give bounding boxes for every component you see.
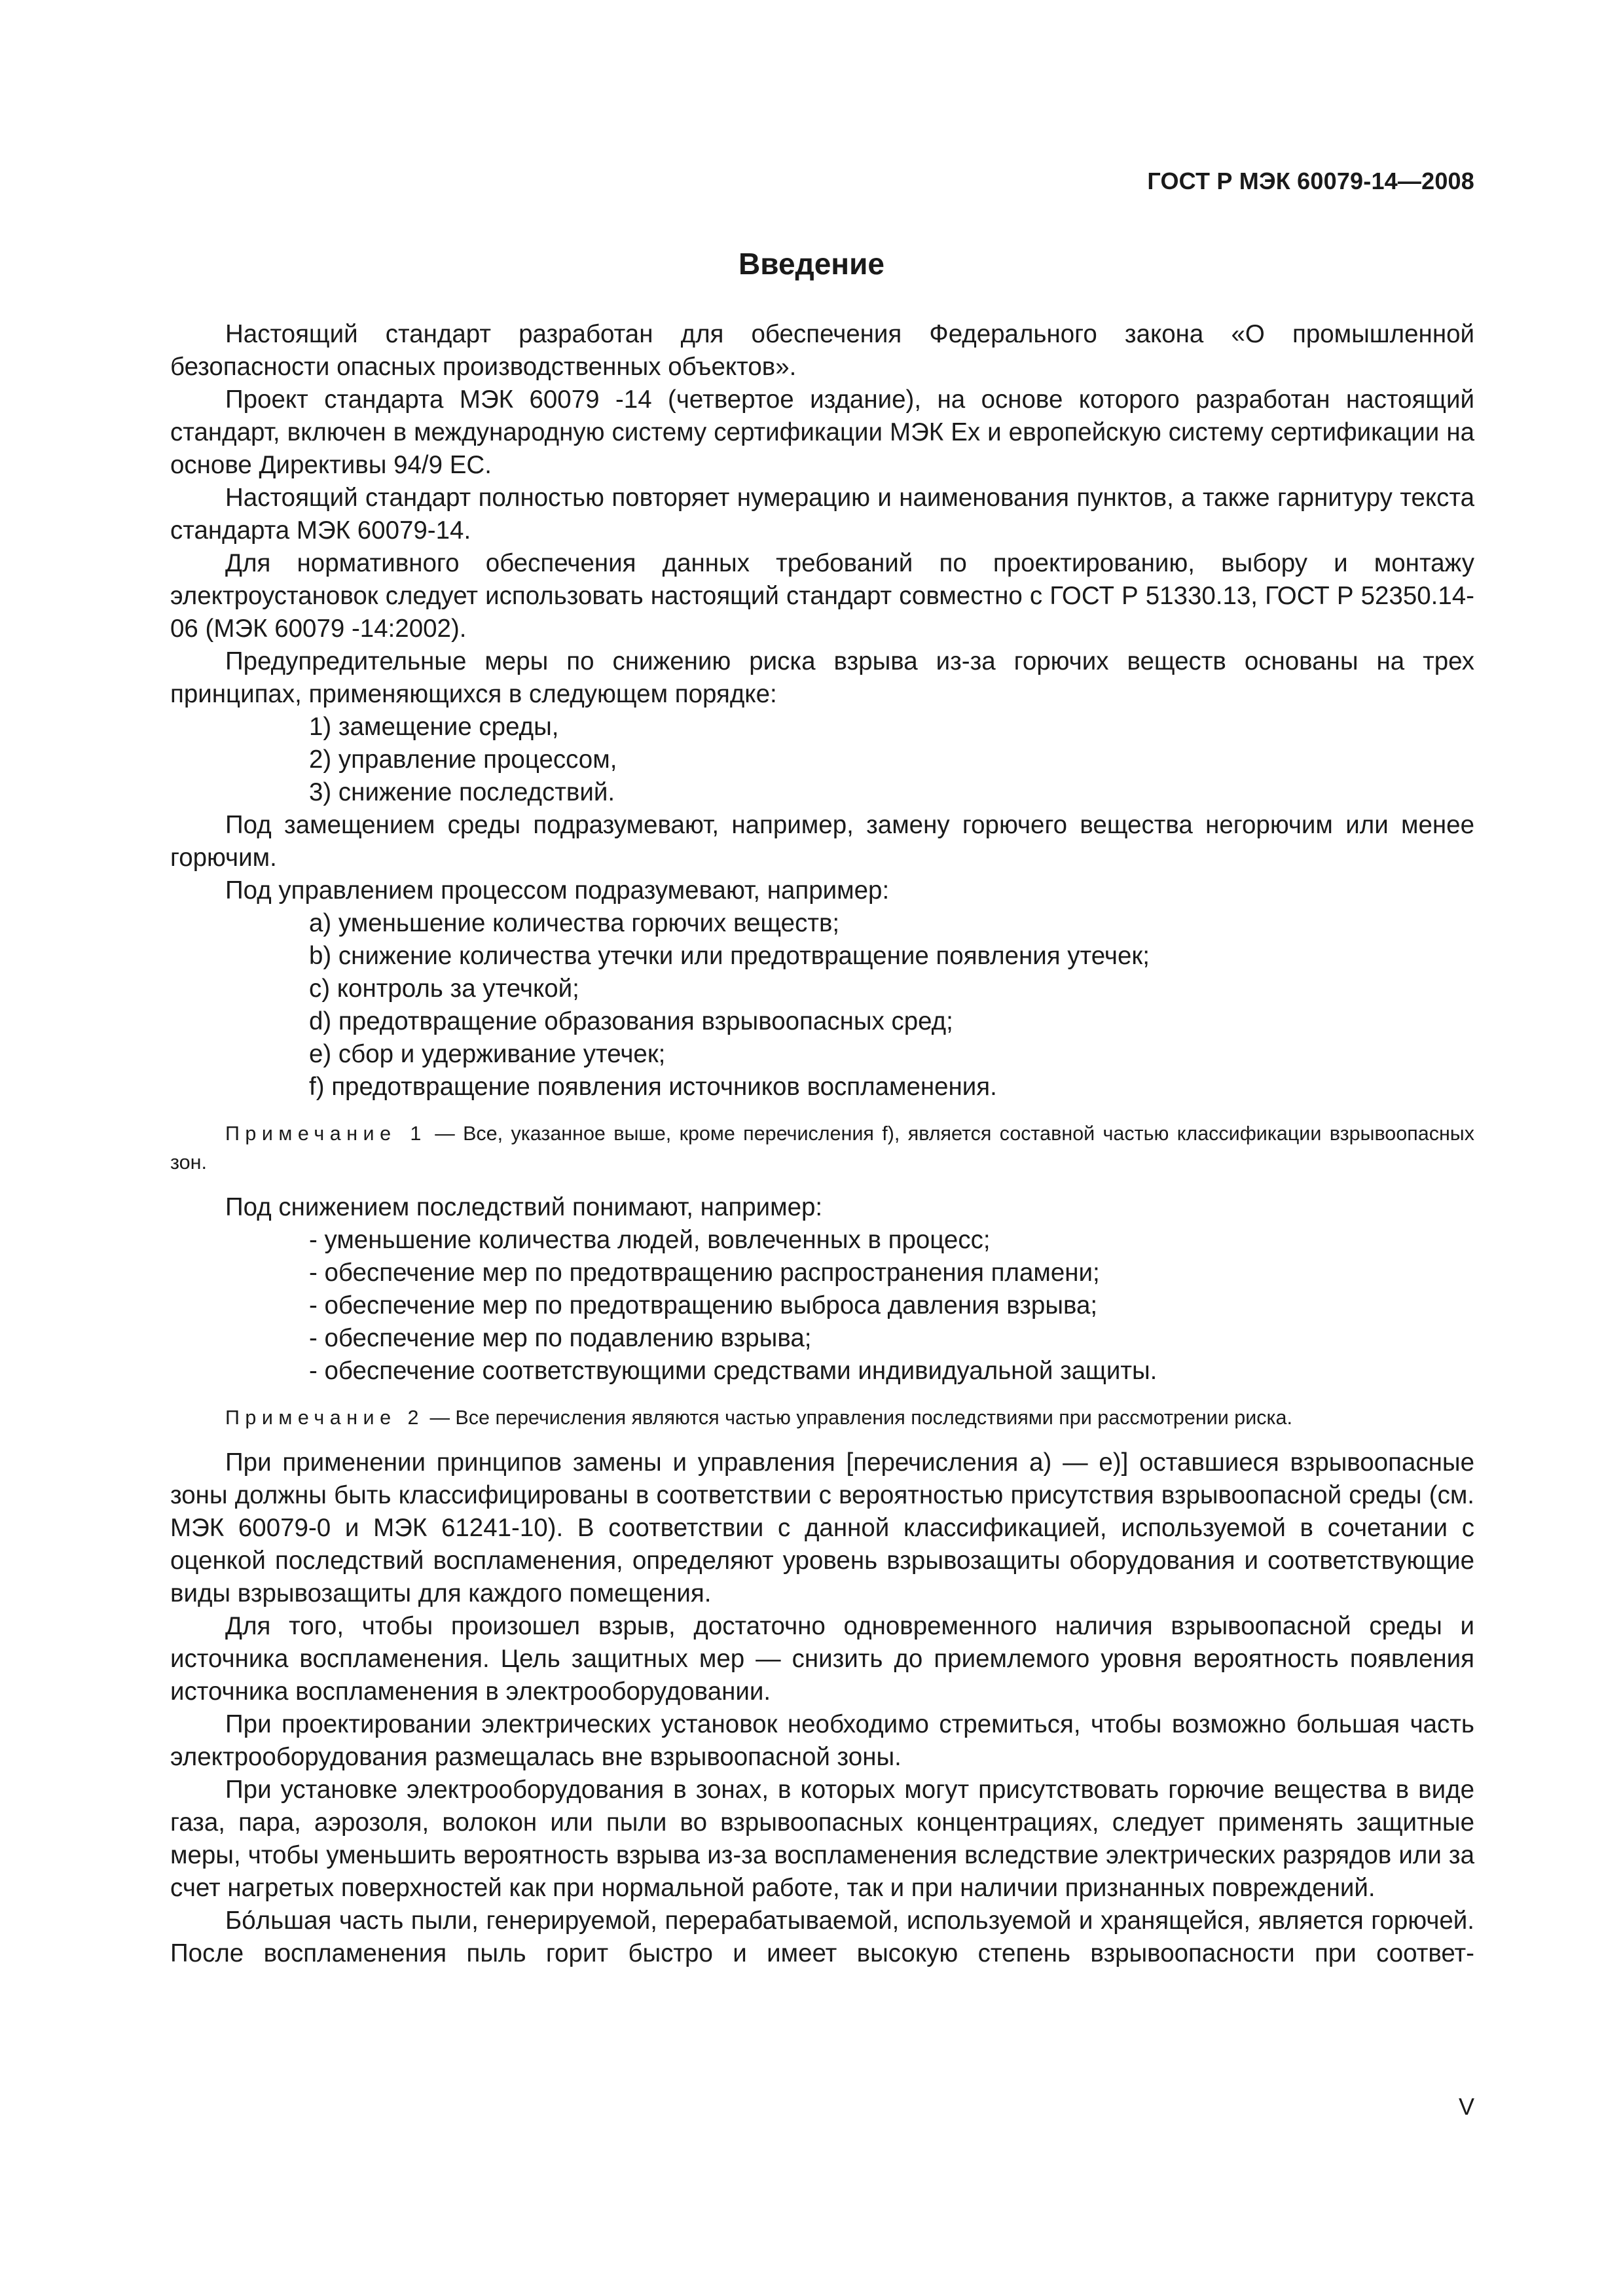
list-item: - обеспечение мер по предотвращению распространения пламени;: [309, 1259, 1100, 1287]
list-item: - уменьшение количества людей, вовлеченных в процесс;: [309, 1226, 991, 1254]
note-1: [170, 1119, 1474, 1177]
list-item: 2) управление процессом,: [309, 745, 617, 774]
process-control-list: [170, 907, 1474, 1103]
list-item: f) предотвращение появления источников воспламенения.: [309, 1073, 997, 1101]
list-item: - обеспечение мер по предотвращению выброса давления взрыва;: [309, 1291, 1098, 1319]
note-label: Примечание 1: [225, 1122, 427, 1145]
principles-list: [170, 711, 1474, 809]
list-item: c) контроль за утечкой;: [309, 975, 579, 1003]
document-code: ГОСТ Р МЭК 60079-14—2008: [1147, 168, 1474, 194]
list-item: a) уменьшение количества горючих веществ;: [309, 909, 840, 937]
page-number: V: [1458, 2093, 1474, 2120]
paragraph: При проектировании электрических установок необходимо стремиться, чтобы возможно большая часть электрооборудования размещалась вне взрывоопасной зоны.: [170, 1710, 1474, 1771]
paragraph: Проект стандарта МЭК 60079 -14 (четвертое издание), на основе которого разработан настоящий стандарт, включен в международную систему сертификации МЭК Ех и европейскую систему сертификации на основе Директивы 94/9 ЕС.: [170, 386, 1474, 479]
list-item: e) сбор и удерживание утечек;: [309, 1040, 666, 1068]
paragraph: Под снижением последствий понимают, например:: [225, 1193, 823, 1221]
note-2: [170, 1403, 1474, 1432]
document-body: [170, 318, 1474, 1970]
note-text: — Все, указанное выше, кроме перечисления f), является составной частью классификации взрывоопасных зон.: [170, 1122, 1474, 1174]
list-item: - обеспечение мер по подавлению взрыва;: [309, 1324, 812, 1352]
list-item: d) предотвращение образования взрывоопасных сред;: [309, 1007, 953, 1035]
paragraph: При установке электрооборудования в зонах, в которых могут присутствовать горючие вещества в виде газа, пара, аэрозоля, волокон или пыли во взрывоопасных концентрациях, следует применять защитные меры, чтобы уменьшить вероятность взрыва из-за воспламенения вследствие электрических разрядов или за счет нагретых поверхностей как при нормальной работе, так и при наличии признанных повреждений.: [170, 1776, 1474, 1902]
list-item: - обеспечение соответствующими средствами индивидуальной защиты.: [309, 1357, 1158, 1385]
paragraph: Предупредительные меры по снижению риска взрыва из-за горючих веществ основаны на трех принципах, применяющихся в следующем порядке:: [170, 647, 1474, 708]
paragraph: Настоящий стандарт полностью повторяет нумерацию и наименования пунктов, а также гарнитуру текста стандарта МЭК 60079-14.: [170, 484, 1474, 545]
list-item: 1) замещение среды,: [309, 713, 559, 741]
list-item: 3) снижение последствий.: [309, 778, 615, 806]
note-label: Примечание 2: [225, 1407, 424, 1429]
paragraph: Под управлением процессом подразумевают, например:: [225, 876, 890, 905]
paragraph: Бо́льшая часть пыли, генерируемой, перерабатываемой, используемой и хранящейся, является горючей. После воспламенения пыль горит быстро и имеет высокую степень взрывоопасности при соответ-: [170, 1907, 1474, 1967]
paragraph: Под замещением среды подразумевают, например, замену горючего вещества негорючим или менее горючим.: [170, 811, 1474, 872]
paragraph: Для нормативного обеспечения данных требований по проектированию, выбору и монтажу электроустановок следует использовать настоящий стандарт совместно с ГОСТ Р 51330.13, ГОСТ Р 52350.14-06 (МЭК 60079 -14:2002).: [170, 549, 1474, 643]
list-item: b) снижение количества утечки или предотвращение появления утечек;: [309, 942, 1150, 970]
paragraph: Для того, чтобы произошел взрыв, достаточно одновременного наличия взрывоопасной среды и источника воспламенения. Цель защитных мер — снизить до приемлемого уровня вероятность появления источника воспламенения в электрооборудовании.: [170, 1612, 1474, 1706]
note-text: — Все перечисления являются частью управления последствиями при рассмотрении риска.: [424, 1407, 1292, 1429]
consequence-list: [170, 1224, 1474, 1388]
paragraph: Настоящий стандарт разработан для обеспечения Федерального закона «О промышленной безопасности опасных производственных объектов».: [170, 320, 1474, 381]
paragraph: При применении принципов замены и управления [перечисления a) — e)] оставшиеся взрывоопасные зоны должны быть классифицированы в соответствии с вероятностью присутствия взрывоопасной среды (см. МЭК 60079-0 и МЭК 61241-10). В соответствии с данной классификацией, используемой в сочетании с оценкой последствий воспламенения, определяют уровень взрывозащиты оборудования и соответствующие виды взрывозащиты для каждого помещения.: [170, 1448, 1474, 1607]
page-title: Введение: [739, 247, 884, 281]
